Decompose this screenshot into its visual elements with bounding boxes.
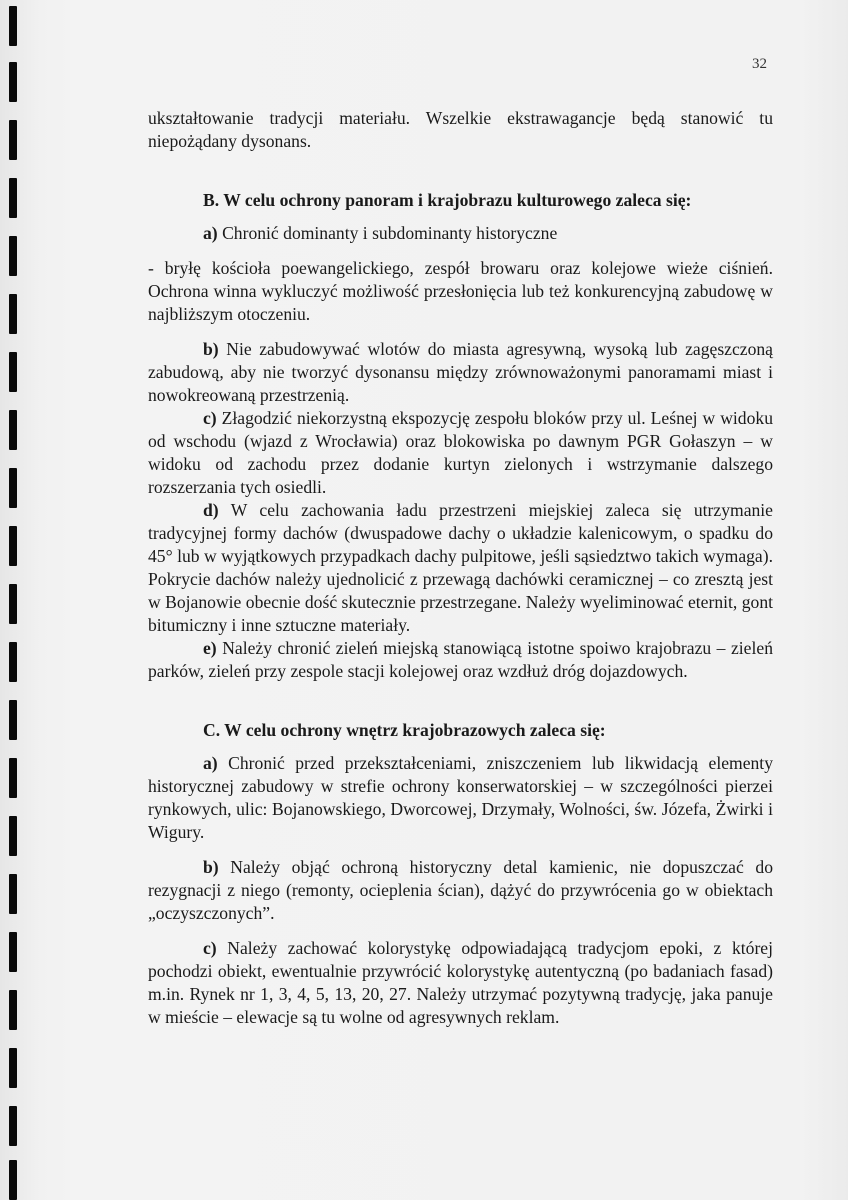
binding-hole — [9, 410, 17, 450]
item-text: Nie zabudowywać wlotów do miasta agresywną, wysoką lub zagęszczoną zabudową, aby nie tworzyć dysonansu między zrównoważonymi panoramami miast i nowokreowaną przestrzenią. — [148, 339, 773, 405]
binding-hole — [9, 6, 17, 46]
binding-hole — [9, 642, 17, 682]
binding-hole — [9, 932, 17, 972]
item-text: Należy chronić zieleń miejską stanowiącą istotne spoiwo krajobrazu – zieleń parków, zieleń przy zespole stacji kolejowej oraz wzdłuż dróg dojazdowych. — [148, 638, 773, 681]
binding-hole — [9, 178, 17, 218]
binding-holes — [0, 0, 40, 1200]
item-label: c) — [203, 938, 217, 958]
binding-hole — [9, 1106, 17, 1146]
binding-hole — [9, 990, 17, 1030]
section-c-item-c — [148, 937, 773, 1029]
section-c-item-a — [148, 752, 773, 844]
section-b-item-e — [148, 637, 773, 683]
item-text: W celu zachowania ładu przestrzeni miejskiej zaleca się utrzymanie tradycyjnej formy dachów (dwuspadowe dachy o układzie kalenicowym, o spadku do 45° lub w wyjątkowych przypadkach dachy pulpitowe, jeśli sąsiedztwo takich wymaga). Pokrycie dachów należy ujednolicić z przewagą dachówki ceramicznej – co zresztą jest w Bojanowie obecnie dość skutecznie przestrzegane. Należy wyeliminować eternit, gont bitumiczny i inne sztuczne materiały. — [148, 500, 773, 635]
binding-hole — [9, 758, 17, 798]
section-b-heading: B. W celu ochrony panoram i krajobrazu kulturowego zaleca się: — [203, 190, 692, 210]
binding-hole — [9, 584, 17, 624]
item-title: Chronić dominanty i subdominanty historyczne — [222, 223, 558, 243]
binding-hole — [9, 352, 17, 392]
item-label: b) — [203, 339, 219, 359]
binding-hole — [9, 1048, 17, 1088]
item-label: b) — [203, 857, 219, 877]
item-text: Chronić przed przekształceniami, zniszczeniem lub likwidacją elementy historycznej zabudowy w strefie ochrony konserwatorskiej – w szczególności pierzei rynkowych, ulic: Bojanowskiego, Dworcowej, Drzymały, Wolności, św. Józefa, Żwirki i Wigury. — [148, 753, 773, 842]
section-b-item-c — [148, 407, 773, 499]
page-number: 32 — [752, 56, 767, 72]
item-text: Należy objąć ochroną historyczny detal kamienic, nie dopuszczać do rezygnacji z niego (remonty, ocieplenia ścian), dążyć do przywrócenia go w obiektach „oczyszczonych”. — [148, 857, 773, 923]
section-b-item-a-text: - bryłę kościoła poewangelickiego, zespół browaru oraz kolejowe wieże ciśnień. Ochrona winna wykluczyć możliwość przesłonięcia lub też konkurencyjną zabudowę w najbliższym otoczeniu. — [148, 258, 773, 324]
binding-hole — [9, 62, 17, 102]
item-label: c) — [203, 408, 217, 428]
item-label: a) — [203, 753, 218, 773]
section-c-heading: C. W celu ochrony wnętrz krajobrazowych zaleca się: — [203, 720, 606, 740]
binding-hole — [9, 236, 17, 276]
item-label: a) — [203, 223, 218, 243]
section-b-item-d — [148, 499, 773, 637]
binding-hole — [9, 120, 17, 160]
binding-hole — [9, 816, 17, 856]
section-c-item-b — [148, 856, 773, 925]
item-text: Należy zachować kolorystykę odpowiadającą tradycjom epoki, z której pochodzi obiekt, ewentualnie przywrócić kolorystykę autentyczną (po badaniach fasad) m.in. Rynek nr 1, 3, 4, 5, 13, 20, 27. Należy utrzymać pozytywną tradycję, jaka panuje w mieście – elewacje są tu wolne od agresywnych reklam. — [148, 938, 773, 1027]
intro-paragraph: ukształtowanie tradycji materiału. Wszelkie ekstrawagancje będą stanowić tu niepożądany dysonans. — [148, 108, 773, 151]
binding-hole — [9, 874, 17, 914]
binding-hole — [9, 526, 17, 566]
binding-hole — [9, 294, 17, 334]
binding-hole — [9, 468, 17, 508]
binding-hole — [9, 1160, 17, 1200]
item-label: e) — [203, 638, 217, 658]
section-b-item-a-title — [148, 222, 773, 245]
document-body — [148, 107, 773, 1029]
item-text: Złagodzić niekorzystną ekspozycję zespołu bloków przy ul. Leśnej w widoku od wschodu (wjazd z Wrocławia) oraz blokowiska po dawnym PGR Gołaszyn – w widoku od zachodu przez dodanie kurtyn zielonych i wstrzymanie dalszego rozszerzania tych osiedli. — [148, 408, 773, 497]
section-b-item-b — [148, 338, 773, 407]
item-label: d) — [203, 500, 219, 520]
binding-hole — [9, 700, 17, 740]
